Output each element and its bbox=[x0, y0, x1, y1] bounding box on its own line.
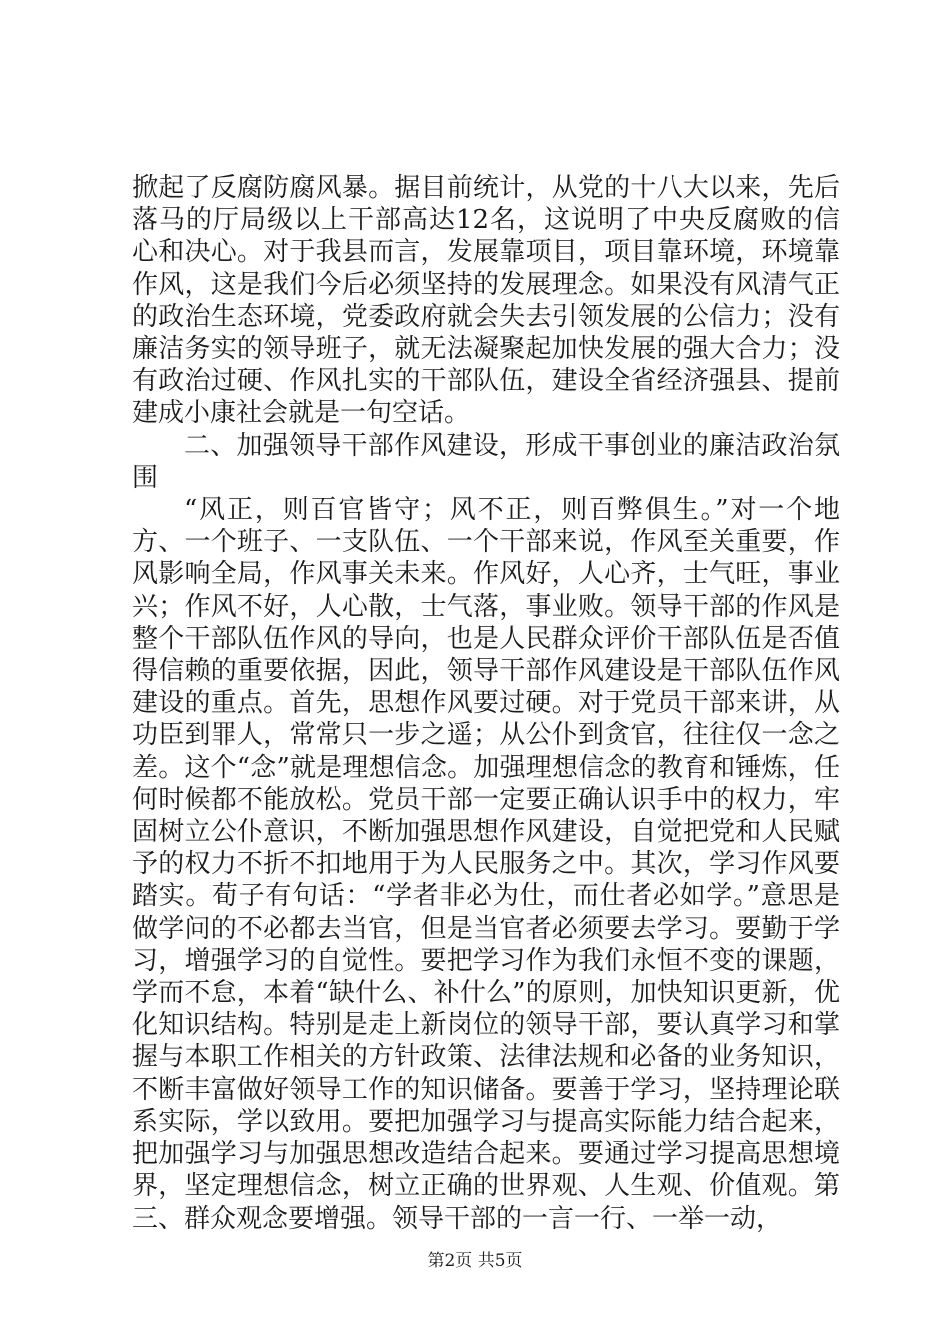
page-number-footer: 第2页 共5页 bbox=[427, 1251, 523, 1271]
paragraph-3: “风正，则百官皆守；风不正，则百弊俱生。”对一个地方、一个班子、一支队伍、一个干部来说，作风至关重要，作风影响全局，作风事关未来。作风好，人心齐，士气旺，事业兴；作风不好，人心散，士气落，事业败。领导干部的作风是整个干部队伍作风的导向，也是人民群众评价干部队伍是否值得信赖的重要依据，因此，领导干部作风建设是干部队伍作风建设的重点。首先，思想作风要过硬。对于党员干部来讲，从功臣到罪人，常常只一步之遥；从公仆到贪官，往往仅一念之差。这个“念”就是理想信念。加强理想信念的教育和锤炼，任何时候都不能放松。党员干部一定要正确认识手中的权力，牢固树立公仆意识，不断加强思想作风建设，自觉把党和人民赋予的权力不折不扣地用于为人民服务之中。其次，学习作风要踏实。荀子有句话：“学者非必为仕，而仕者必如学。”意思是做学问的不必都去当官，但是当官者必须要去学习。要勤于学习，增强学习的自觉性。要把学习作为我们永恒不变的课题，学而不怠，本着“缺什么、补什么”的原则，加快知识更新，优化知识结构。特别是走上新岗位的领导干部，要认真学习和掌握与本职工作相关的方针政策、法律法规和必备的业务知识，不断丰富做好领导工作的知识储备。要善于学习，坚持理论联系实际，学以致用。要把加强学习与提高实际能力结合起来，把加强学习与加强思想改造结合起来。要通过学习提高思想境界，坚定理想信念，树立正确的世界观、人生观、价值观。第三、群众观念要增强。领导干部的一言一行、一举一动， bbox=[132, 495, 840, 1234]
section-heading: 二、加强领导干部作风建设，形成干事创业的廉洁政治氛围 bbox=[132, 430, 840, 493]
paragraph-1: 掀起了反腐防腐风暴。据目前统计，从党的十八大以来，先后落马的厅局级以上干部高达12名，这说明了中央反腐败的信心和决心。对于我县而言，发展靠项目，项目靠环境，环境靠作风，这是我们今后必须坚持的发展理念。如果没有风清气正的政治生态环境，党委政府就会失去引领发展的公信力；没有廉洁务实的领导班子，就无法凝聚起加快发展的强大合力；没有政治过硬、作风扎实的干部队伍，建设全省经济强县、提前建成小康社会就是一句空话。 bbox=[132, 173, 840, 429]
document-body bbox=[132, 172, 840, 1235]
